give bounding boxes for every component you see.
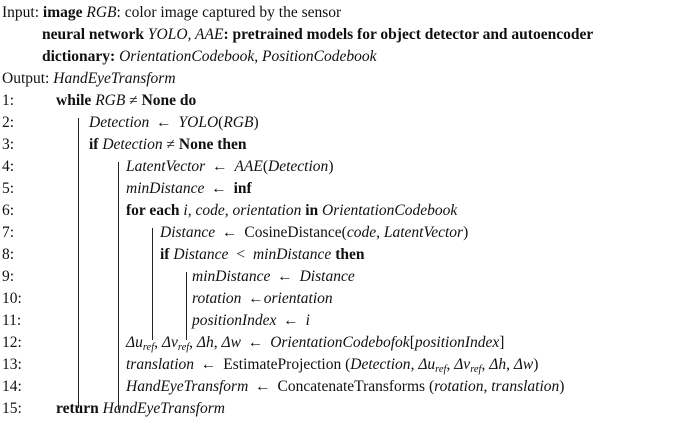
input-dict-key: dictionary: — [42, 48, 116, 65]
line-number: 10: — [2, 290, 22, 307]
assign-arrow: ← — [248, 290, 264, 307]
arg-translation: translation — [491, 378, 560, 395]
var-hand-eye-transform: HandEyeTransform — [102, 400, 225, 417]
var-position-index: positionIndex — [414, 334, 500, 351]
line-number: 7: — [2, 224, 15, 241]
var-latent-vector: LatentVector — [126, 158, 206, 175]
arg-rgb: RGB — [223, 114, 254, 131]
line-number: 14: — [2, 378, 22, 395]
var-detection: Detection — [89, 114, 150, 131]
input-label: Input: — [2, 4, 40, 21]
line-number: 13: — [2, 356, 22, 373]
fn-aae: AAE — [234, 158, 263, 175]
arg-detection: Detection — [350, 356, 411, 373]
line-number: 12: — [2, 334, 22, 351]
keyword-none: None — [178, 136, 214, 153]
input-image-desc: : color image captured by the sensor — [116, 4, 342, 21]
keyword-then: then — [217, 136, 247, 153]
op-not-equal: ≠ — [129, 92, 138, 109]
var-min-distance: minDistance — [126, 180, 205, 197]
arg-code: code — [346, 224, 377, 241]
line-number: 1: — [2, 92, 15, 109]
keyword-none: None — [141, 92, 177, 109]
fn-estimate-projection: EstimateProjection — [223, 356, 342, 373]
line-number: 4: — [2, 158, 15, 175]
op-not-equal: ≠ — [166, 136, 175, 153]
value-inf: inf — [233, 180, 252, 197]
keyword-in: in — [305, 202, 319, 219]
line-number: 11: — [2, 312, 22, 329]
var-orientation-codebook: OrientationCodebook — [322, 202, 458, 219]
if-block-bar — [118, 162, 119, 410]
var-orientation-codebook: OrientationCodebofok — [270, 334, 410, 351]
assign-arrow: ← — [200, 356, 217, 373]
var-delta-v: Δv — [454, 356, 471, 373]
var-orientation: orientation — [263, 290, 333, 307]
var-rgb: RGB — [95, 92, 126, 109]
subscript-ref: ref — [142, 342, 155, 353]
keyword-if: if — [160, 246, 170, 263]
line-number: 5: — [2, 180, 15, 197]
arg-latent-vector: LatentVector — [383, 224, 464, 241]
assign-arrow: ← — [212, 158, 228, 175]
assign-arrow: ← — [247, 334, 264, 351]
line-number: 8: — [2, 246, 15, 263]
assign-arrow: ← — [277, 268, 293, 285]
inner-if-block-bar — [186, 272, 187, 340]
keyword-return: return — [56, 400, 99, 417]
algorithm-listing: Input: image RGB: color image captured by the sensor neural network YOLO, AAE: pretrained models for object detector and autoencoder dictionary: OrientationCodebook, PositionCodebook Output: HandEyeTransform 1: while RGB ≠ None do 2: Detection ← YOLO(RGB) 3: if Detection ≠ None then 4: LatentVector ← AAE(Detection) 5: minDistance ← inf 6: for each i, code, orientation in OrientationCodebook 7: Distance ← CosineDistance(code, LatentVector) 8: if Distance < minDistance then 9: minDistance ← Distance 10: rotation ←orientation 11: positionIndex ← i 12: $\Delta u_{ref}$, $\Delta v_{ref}$, Δh, Δw ← OrientationCodebofok[positionIndex] 13: translation ← EstimateProjection (Detection, $\Delta u_{ref}$, $\Delta v_{ref}$, Δh, Δw) 14: HandEyeTransform ← ConcatenateTransforms (rotation, translation) 15: return HandEyeTransform — [0, 0, 676, 426]
var-translation: translation — [126, 356, 195, 373]
subscript-ref: ref — [177, 342, 190, 353]
var-hand-eye-transform: HandEyeTransform — [126, 378, 249, 395]
fn-yolo: YOLO — [178, 114, 219, 131]
fn-concatenate-transforms: ConcatenateTransforms — [277, 378, 426, 395]
input-nn-desc: : pretrained models for object detector and autoencoder — [223, 26, 594, 43]
line-number: 3: — [2, 136, 15, 153]
keyword-while: while — [56, 92, 92, 109]
input-image-name: RGB — [86, 4, 117, 21]
var-delta-u: Δu — [126, 334, 143, 351]
line-number: 9: — [2, 268, 15, 285]
output-label: Output: — [2, 70, 50, 87]
line-number: 6: — [2, 202, 15, 219]
input-dict-names: OrientationCodebook, PositionCodebook — [119, 48, 377, 65]
subscript-ref: ref — [435, 364, 447, 375]
var-i: i — [305, 312, 310, 329]
assign-arrow: ← — [283, 312, 299, 329]
var-delta-h: Δh — [489, 356, 507, 373]
var-delta-w: Δw — [513, 356, 534, 373]
var-min-distance: minDistance — [192, 268, 271, 285]
input-nn-names: YOLO, AAE — [147, 26, 224, 43]
line-number: 2: — [2, 114, 15, 131]
keyword-if: if — [89, 136, 99, 153]
arg-detection: Detection — [268, 158, 329, 175]
fn-cosine-distance: CosineDistance — [244, 224, 342, 241]
var-detection: Detection — [102, 136, 163, 153]
output-name: HandEyeTransform — [53, 70, 176, 87]
keyword-then: then — [335, 246, 365, 263]
input-nn-key: neural network — [42, 26, 145, 43]
while-block-bar — [78, 118, 79, 408]
var-distance: Distance — [173, 246, 229, 263]
var-delta-v: Δv — [161, 334, 178, 351]
var-position-index: positionIndex — [192, 312, 277, 329]
var-min-distance: minDistance — [252, 246, 332, 263]
subscript-ref: ref — [470, 364, 482, 375]
var-delta-h: Δh — [196, 334, 214, 351]
arg-rotation: rotation — [434, 378, 484, 395]
var-distance: Distance — [299, 268, 355, 285]
loop-vars: i, code, orientation — [183, 202, 302, 219]
assign-arrow: ← — [156, 114, 172, 131]
line-number: 15: — [2, 400, 22, 417]
var-rotation: rotation — [192, 290, 242, 307]
op-less-than: < — [236, 246, 246, 263]
foreach-block-bar — [152, 228, 153, 340]
assign-arrow: ← — [255, 378, 271, 395]
keyword-do: do — [179, 92, 197, 109]
var-distance: Distance — [160, 224, 216, 241]
var-delta-w: Δw — [221, 334, 241, 351]
assign-arrow: ← — [221, 224, 238, 241]
var-delta-u: Δu — [418, 356, 436, 373]
assign-arrow: ← — [211, 180, 227, 197]
input-image-key: image — [42, 4, 83, 21]
keyword-for-each: for each — [126, 202, 180, 219]
